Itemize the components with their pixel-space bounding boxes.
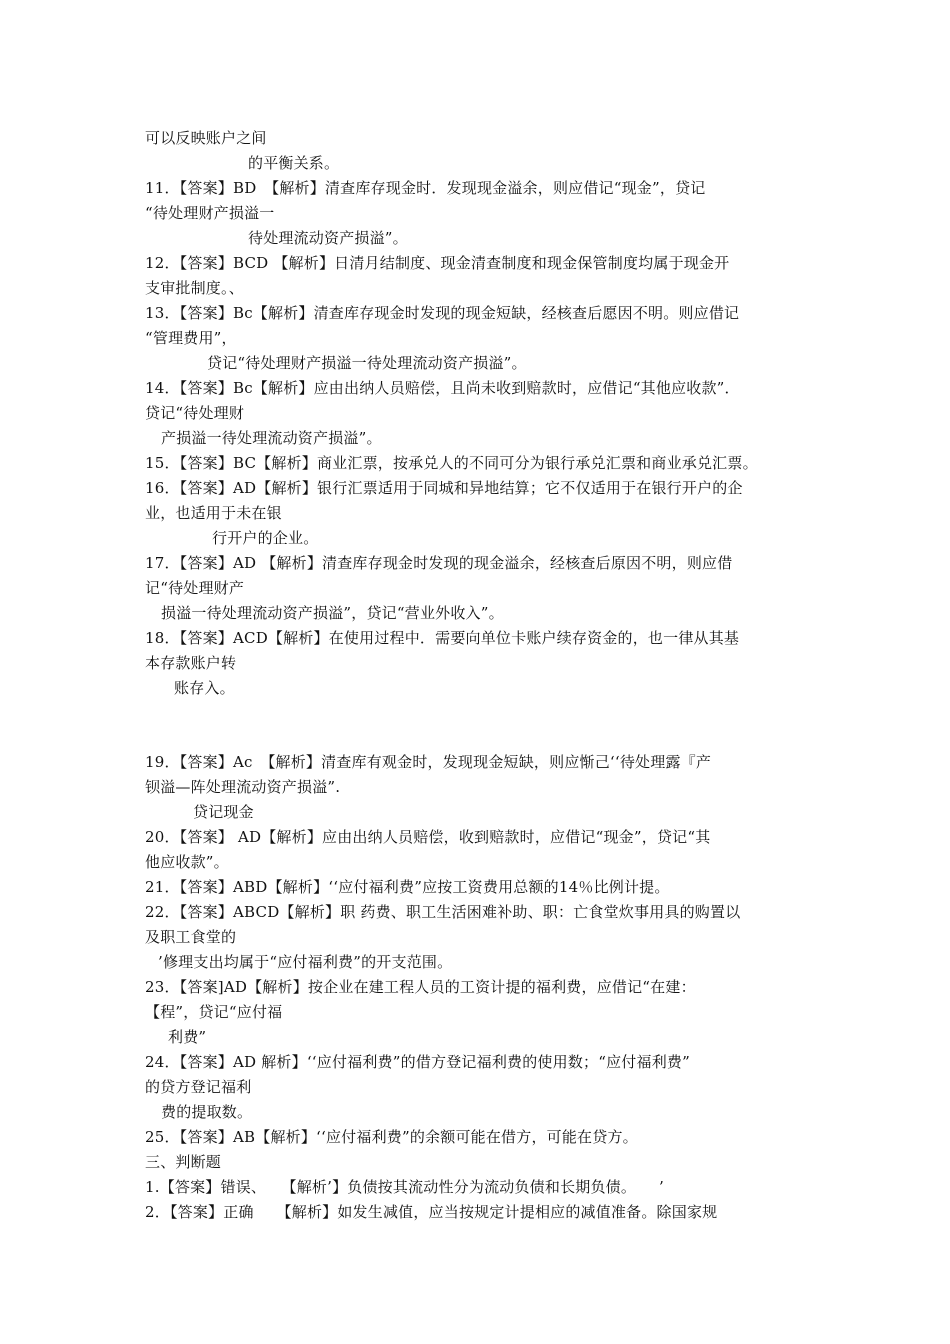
text-line: 13．【答案】Bc【解析】清查库存现金时发现的现金短缺，经核查后愿因不明。则应借记 xyxy=(145,304,740,322)
text-line: 产损溢一待处理流动资产损溢”。 xyxy=(161,429,382,447)
text-line: 损溢一待处理流动资产损溢”，贷记“营业外收入”。 xyxy=(161,604,504,622)
text-line: 贷记现金 xyxy=(193,803,254,821)
text-line: 可以反映账户之间 xyxy=(145,129,267,147)
text-line: 他应收款”。 xyxy=(145,853,229,871)
text-line: 14．【答案】Bc【解析】应由出纳人员赔偿，且尚未收到赔款时，应借记“其他应收款”． xyxy=(145,379,740,397)
text-line: 贷记“待处理财 xyxy=(145,404,245,422)
text-line: 费的提取数。 xyxy=(161,1103,253,1121)
text-line: 21．【答案】ABD【解析】‘‘应付福利费”应按工资费用总额的14％比例计提。 xyxy=(145,878,670,896)
text-line: 11．【答案】BD 【解析】清查库存现金时．发现现金溢余，则应借记“现金”，贷记 xyxy=(145,179,706,197)
text-line: “管理费用”， xyxy=(145,329,237,347)
text-line: 24．【答案】AD 解析】‘‘应付福利费”的借方登记福利费的使用数；“应付福利费” xyxy=(145,1053,690,1071)
text-line: 16．【答案】AD【解析】银行汇票适用于同城和异地结算；它不仅适用于在银行开户的企 xyxy=(145,479,743,497)
text-line: 本存款账户转 xyxy=(145,654,237,672)
text-line: 利费” xyxy=(168,1028,207,1046)
text-line: 贷记“待处理财产损溢一待处理流动资产损溢”。 xyxy=(207,354,527,372)
text-line: 2．【答案】正确 【解析】如发生减值，应当按规定计提相应的减值准备。除国家规 xyxy=(145,1203,718,1221)
text-line: 20．【答案】 AD【解析】应由出纳人员赔偿，收到赔款时，应借记“现金”，贷记“其 xyxy=(145,828,711,846)
text-line: “待处理财产损溢一 xyxy=(145,204,275,222)
text-line: ’修理支出均属于“应付福利费”的开支范围。 xyxy=(158,953,453,971)
text-line: 【程”，贷记“应付福 xyxy=(145,1003,283,1021)
text-line: 及职工食堂的 xyxy=(145,928,237,946)
text-line: 记“待处理财产 xyxy=(145,579,245,597)
text-line: 1.【答案】错误、 【解析’】负债按其流动性分为流动负债和长期负债。 ’ xyxy=(145,1178,664,1196)
text-line: 25．【答案】AB【解析】‘‘应付福利费”的余额可能在借方，可能在贷方。 xyxy=(145,1128,638,1146)
text-line: 17．【答案】AD 【解析】清查库存现金时发现的现金溢余，经核查后原因不明，则应借 xyxy=(145,554,733,572)
section-heading: 三、判断题 xyxy=(145,1153,222,1171)
text-line: 支审批制度。、 xyxy=(145,279,244,297)
text-line: 的贷方登记福利 xyxy=(145,1078,252,1096)
text-line: 19．【答案】Ac 【解析】清查库有观金时，发现现金短缺，则应惭己‘‘待处理露『产 xyxy=(145,753,712,771)
text-line: 22．【答案】ABCD【解析】职 药费、职工生活困难补助、职：亡食堂炊事用具的购置以 xyxy=(145,903,741,921)
text-line: 待处理流动资产损溢”。 xyxy=(248,229,408,247)
text-line: 18．【答案】ACD【解析】在使用过程中．需要向单位卡账户续存资金的，也一律从其基 xyxy=(145,629,740,647)
text-line: 15．【答案】BC【解析】商业汇票，按承兑人的不同可分为银行承兑汇票和商业承兑汇票。 xyxy=(145,454,758,472)
text-line: 23．【答案]AD【解析】按企业在建工程人员的工资计提的福利费，应借记“在建： xyxy=(145,978,696,996)
text-line: 12．【答案】BCD 【解析】日清月结制度、现金清查制度和现金保管制度均属于现金开 xyxy=(145,254,730,272)
text-line: 的平衡关系。 xyxy=(248,154,340,172)
text-line: 钡溢—阵处理流动资产损溢”. xyxy=(145,778,341,796)
text-line: 行开户的企业。 xyxy=(212,529,319,547)
text-line: 账存入。 xyxy=(174,679,235,697)
text-line: 业，也适用于未在银 xyxy=(145,504,282,522)
